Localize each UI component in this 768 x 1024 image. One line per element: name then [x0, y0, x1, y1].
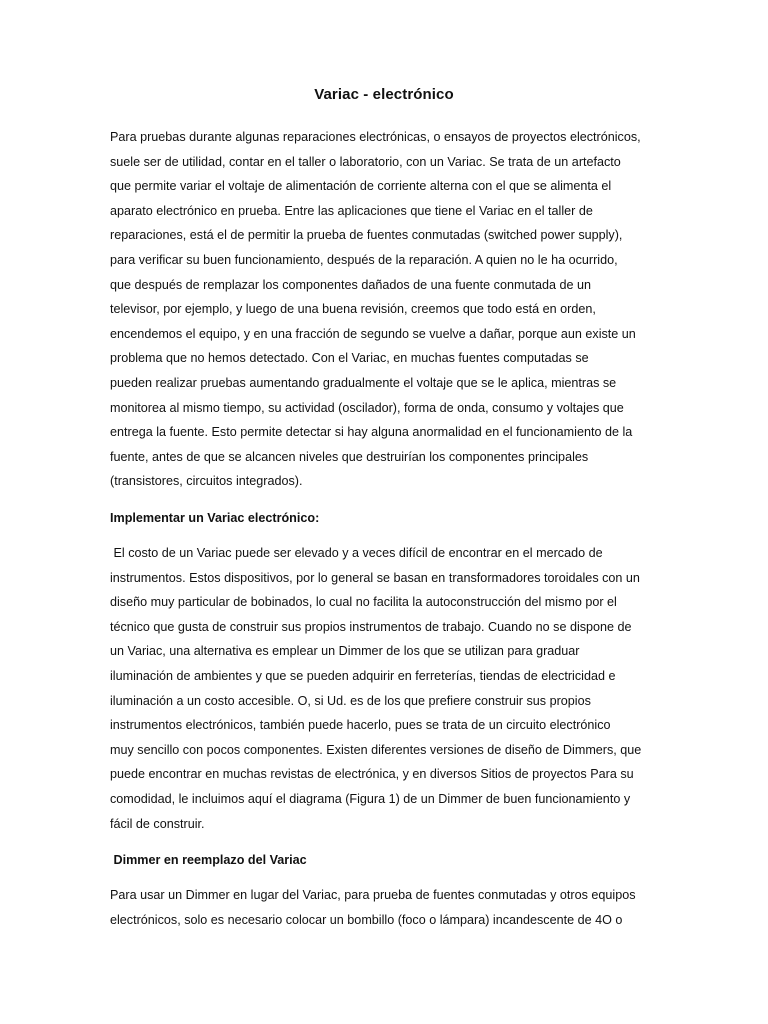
text-line: técnico que gusta de construir sus propios instrumentos de trabajo. Cuando no se dispone de: [110, 619, 632, 634]
text-line: televisor, por ejemplo, y luego de una buena revisión, creemos que todo está en orden,: [110, 302, 596, 317]
text-line: iluminación de ambientes y que se pueden adquirir en ferreterías, tiendas de electricidad e: [110, 668, 616, 683]
page-title: Variac - electrónico: [314, 86, 454, 103]
text-line: electrónicos, solo es necesario colocar un bombillo (foco o lámpara) incandescente de 4O o: [110, 912, 623, 927]
text-line: comodidad, le incluimos aquí el diagrama (Figura 1) de un Dimmer de buen funcionamiento y: [110, 791, 631, 806]
text-line: Para pruebas durante algunas reparaciones electrónicas, o ensayos de proyectos electrónicos,: [110, 130, 641, 144]
text-line: reparaciones, está el de permitir la prueba de fuentes conmutadas (switched power supply),: [110, 228, 623, 243]
text-line: aparato electrónico en prueba. Entre las aplicaciones que tiene el Variac en el taller de: [110, 203, 593, 218]
paragraph-intro: [110, 125, 670, 494]
text-line: puede encontrar en muchas revistas de electrónica, y en diversos Sitios de proyectos Para su: [110, 767, 634, 782]
text-line: iluminación a un costo accesible. O, si Ud. es de los que prefiere construir sus propios: [110, 693, 591, 708]
paragraph-costo: [110, 541, 670, 836]
text-line: fácil de construir.: [110, 816, 205, 831]
section-heading-dimmer: Dimmer en reemplazo del Variac: [110, 853, 307, 867]
text-line: instrumentos electrónicos, también puede hacerlo, pues se trata de un circuito electrónico: [110, 718, 611, 733]
text-line: El costo de un Variac puede ser elevado y a veces difícil de encontrar en el mercado de: [110, 546, 603, 560]
text-line: muy sencillo con pocos componentes. Existen diferentes versiones de diseño de Dimmers, que: [110, 742, 642, 757]
text-line: diseño muy particular de bobinados, lo cual no facilita la autoconstrucción del mismo por el: [110, 595, 617, 610]
text-line: que permite variar el voltaje de alimentación de corriente alterna con el que se alimenta el: [110, 179, 612, 194]
section-heading-implementar: Implementar un Variac electrónico:: [110, 511, 320, 525]
text-line: Para usar un Dimmer en lugar del Variac, para prueba de fuentes conmutadas y otros equipos: [110, 888, 636, 902]
text-line: un Variac, una alternativa es emplear un Dimmer de los que se utilizan para graduar: [110, 644, 580, 659]
text-line: encendemos el equipo, y en una fracción de segundo se vuelve a dañar, porque aun existe un: [110, 326, 636, 341]
paragraph-dimmer: [110, 883, 670, 932]
text-line: para verificar su buen funcionamiento, después de la reparación. A quien no le ha ocurrido,: [110, 252, 618, 267]
text-line: suele ser de utilidad, contar en el taller o laboratorio, con un Variac. Se trata de un artefacto: [110, 154, 621, 169]
text-line: instrumentos. Estos dispositivos, por lo general se basan en transformadores toroidales con un: [110, 570, 640, 585]
text-line: problema que no hemos detectado. Con el Variac, en muchas fuentes computadas se: [110, 351, 589, 366]
text-line: que después de remplazar los componentes dañados de una fuente conmutada de un: [110, 277, 592, 292]
text-line: fuente, antes de que se alcancen niveles que destruirían los componentes principales: [110, 449, 589, 464]
text-line: pueden realizar pruebas aumentando gradualmente el voltaje que se le aplica, mientras se: [110, 375, 617, 390]
text-line: entrega la fuente. Esto permite detectar si hay alguna anormalidad en el funcionamiento de la: [110, 425, 633, 440]
text-line: (transistores, circuitos integrados).: [110, 474, 303, 489]
text-line: monitorea al mismo tiempo, su actividad (oscilador), forma de onda, consumo y voltajes que: [110, 400, 624, 415]
